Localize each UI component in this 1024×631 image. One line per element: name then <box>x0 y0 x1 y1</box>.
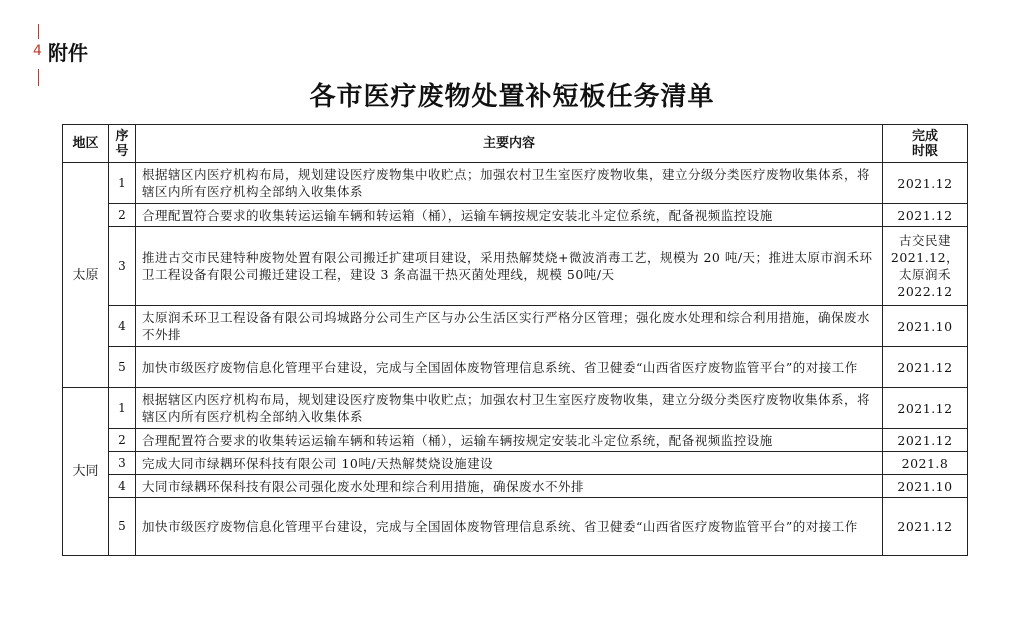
region-cell: 大同 <box>63 388 109 556</box>
table-header-row <box>63 125 968 163</box>
table-row <box>63 388 968 429</box>
page-marker-bar-top <box>38 24 39 39</box>
deadline-line: 太原润禾 <box>898 267 951 282</box>
row-number: 1 <box>109 163 136 204</box>
table-row <box>63 475 968 498</box>
page-number: 4 <box>33 43 42 59</box>
row-content: 完成大同市绿耦环保科技有限公司 10吨/天热解焚烧设施建设 <box>136 452 883 475</box>
header-no-line2: 号 <box>115 143 129 159</box>
header-no-line1: 序 <box>115 128 129 144</box>
row-content: 大同市绿耦环保科技有限公司强化废水处理和综合利用措施，确保废水不外排 <box>136 475 883 498</box>
row-content: 推进古交市民建特种废物处置有限公司搬迁扩建项目建设，采用热解焚烧+微波消毒工艺，规模为 20 吨/天；推进太原市润禾环卫工程设备有限公司搬迁建设工程，建设 3 条高温干热灭菌处理线，规模 50吨/天 <box>136 227 883 306</box>
row-number: 4 <box>109 306 136 347</box>
row-deadline: 2021.8 <box>883 452 968 475</box>
row-content: 合理配置符合要求的收集转运运输车辆和转运箱（桶），运输车辆按规定安装北斗定位系统，配备视频监控设施 <box>136 204 883 227</box>
header-region: 地区 <box>63 125 109 163</box>
row-content: 合理配置符合要求的收集转运运输车辆和转运箱（桶），运输车辆按规定安装北斗定位系统，配备视频监控设施 <box>136 429 883 452</box>
table-row <box>63 204 968 227</box>
table-row <box>63 452 968 475</box>
row-deadline: 2021.12 <box>883 163 968 204</box>
row-deadline: 2021.12 <box>883 429 968 452</box>
row-deadline: 2021.10 <box>883 475 968 498</box>
row-number: 2 <box>109 204 136 227</box>
attachment-label: 附件 <box>48 41 88 65</box>
row-deadline: 2021.10 <box>883 306 968 347</box>
row-number: 5 <box>109 347 136 388</box>
row-number: 4 <box>109 475 136 498</box>
row-content: 根据辖区内医疗机构布局，规划建设医疗废物集中收贮点；加强农村卫生室医疗废物收集，建立分级分类医疗废物收集体系，将辖区内所有医疗机构全部纳入收集体系 <box>136 388 883 429</box>
deadline-line: 古交民建 <box>898 233 951 248</box>
row-deadline: 2021.12 <box>883 204 968 227</box>
table-row <box>63 429 968 452</box>
task-table <box>62 124 968 556</box>
row-deadline: 2021.12 <box>883 388 968 429</box>
row-content: 加快市级医疗废物信息化管理平台建设，完成与全国固体废物管理信息系统、省卫健委“山西省医疗废物监管平台”的对接工作 <box>136 498 883 556</box>
row-content: 加快市级医疗废物信息化管理平台建设，完成与全国固体废物管理信息系统、省卫健委“山西省医疗废物监管平台”的对接工作 <box>136 347 883 388</box>
header-no <box>109 125 136 163</box>
table-row <box>63 163 968 204</box>
header-deadline <box>883 125 968 163</box>
table-row <box>63 227 968 306</box>
document-title: 各市医疗废物处置补短板任务清单 <box>309 82 715 112</box>
header-deadline-line1: 完成 <box>911 128 938 144</box>
deadline-line: 2021.12， <box>890 250 960 265</box>
row-deadline: 2021.12 <box>883 498 968 556</box>
row-number: 2 <box>109 429 136 452</box>
header-content: 主要内容 <box>136 125 883 163</box>
table-row <box>63 306 968 347</box>
deadline-line: 2022.12 <box>897 284 953 299</box>
row-content: 太原润禾环卫工程设备有限公司坞城路分公司生产区与办公生活区实行严格分区管理；强化废水处理和综合利用措施，确保废水不外排 <box>136 306 883 347</box>
row-number: 1 <box>109 388 136 429</box>
region-cell: 太原 <box>63 163 109 388</box>
row-content: 根据辖区内医疗机构布局，规划建设医疗废物集中收贮点；加强农村卫生室医疗废物收集，建立分级分类医疗废物收集体系，将辖区内所有医疗机构全部纳入收集体系 <box>136 163 883 204</box>
row-deadline <box>883 227 968 306</box>
row-number: 5 <box>109 498 136 556</box>
row-deadline: 2021.12 <box>883 347 968 388</box>
table-row <box>63 498 968 556</box>
row-number: 3 <box>109 227 136 306</box>
row-number: 3 <box>109 452 136 475</box>
table-row <box>63 347 968 388</box>
header-deadline-line2: 时限 <box>911 143 938 159</box>
